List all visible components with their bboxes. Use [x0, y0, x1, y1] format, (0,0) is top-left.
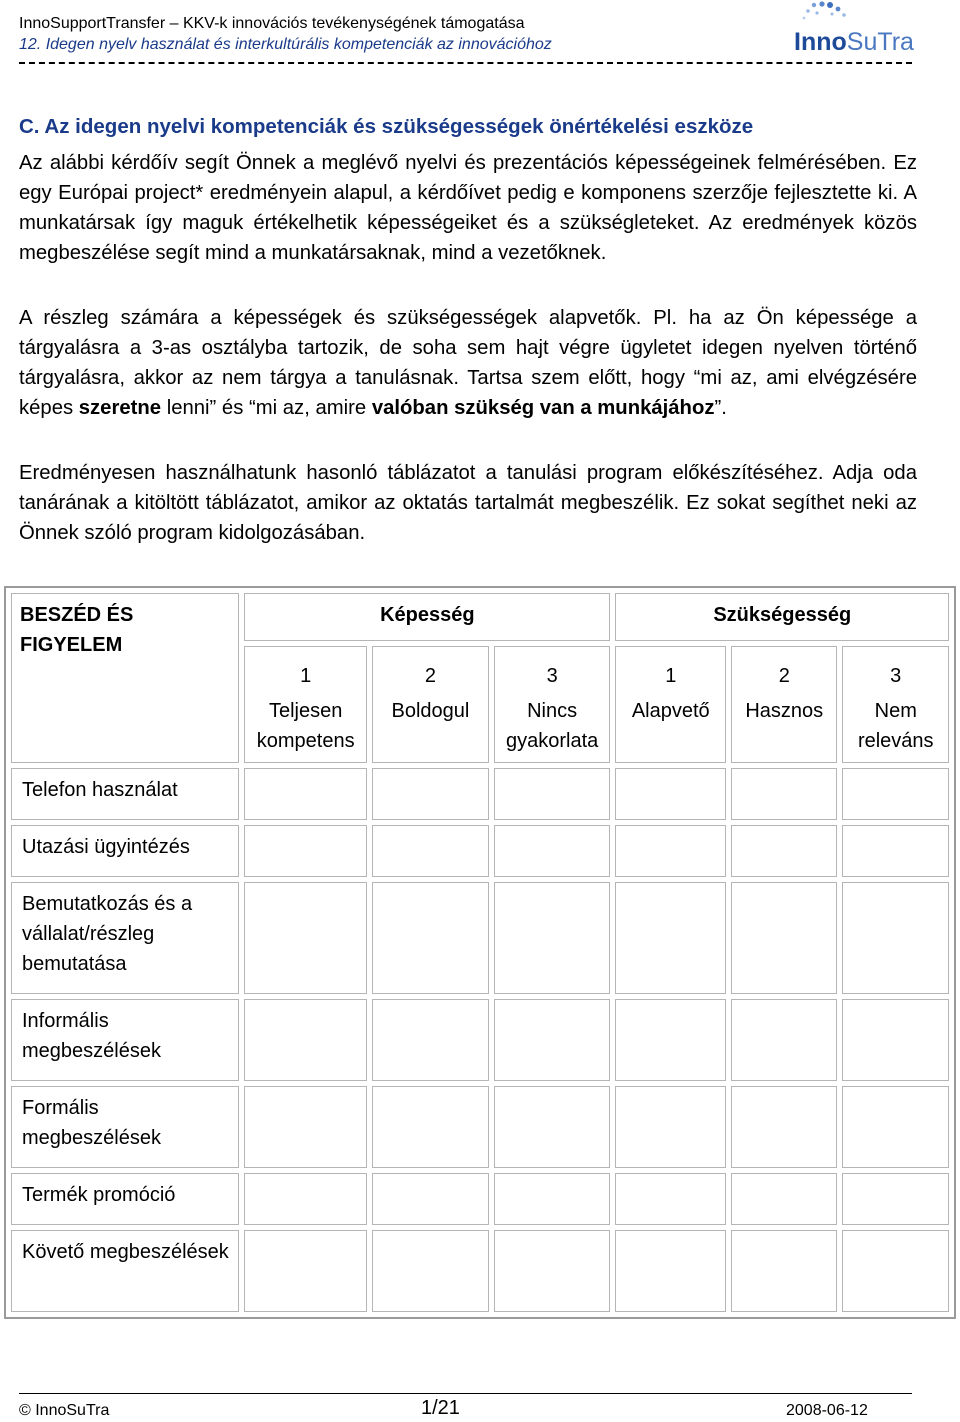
rating-cell[interactable] [615, 882, 726, 994]
rating-cell[interactable] [244, 1230, 367, 1312]
column-label: Alapvető [631, 700, 710, 722]
row-label: Termék promóció [11, 1173, 239, 1225]
rating-cell[interactable] [372, 768, 489, 820]
page-number: 1/21 [421, 1397, 460, 1419]
p2-bold-want: szeretne [78, 397, 162, 419]
column-header [842, 646, 949, 763]
column-number: 2 [424, 665, 436, 687]
intro-paragraph: Az alábbi kérdőív segít Önnek a meglévő nyelvi és prezentációs képességeinek felmérésében. Ez egy Európai project* eredményein alapul, a kérdőívet pedig e komponens szerzője fejlesztette ki. A munkatársak így maguk értékelhetik képességeiket és a szükségleteket. Az eredmények közös megbeszélése segít mind a munkatársaknak, mind a vezetőknek. [19, 152, 917, 264]
rating-cell[interactable] [842, 882, 949, 994]
rating-cell[interactable] [372, 825, 489, 877]
p2-text-d: ”. [714, 397, 727, 419]
table-corner-label [11, 593, 239, 763]
table-row [11, 882, 949, 994]
rating-cell[interactable] [244, 825, 367, 877]
rating-cell[interactable] [615, 825, 726, 877]
rating-cell[interactable] [842, 768, 949, 820]
rating-cell[interactable] [615, 1230, 726, 1312]
rating-cell[interactable] [731, 825, 837, 877]
column-number: 2 [778, 665, 790, 687]
rating-cell[interactable] [494, 999, 611, 1081]
footer-copyright: © InnoSuTra [19, 1402, 110, 1419]
footer-date: 2008-06-12 [786, 1402, 868, 1419]
rating-cell[interactable] [731, 882, 837, 994]
rating-cell[interactable] [244, 882, 367, 994]
importance-paragraph [19, 303, 917, 423]
table-row [11, 1086, 949, 1168]
column-number: 1 [300, 665, 312, 687]
rating-cell[interactable] [372, 999, 489, 1081]
rating-cell[interactable] [615, 999, 726, 1081]
column-label: Teljesen kompetens [256, 700, 355, 752]
rating-cell[interactable] [244, 1173, 367, 1225]
column-label: Nincs gyakorlata [505, 700, 599, 752]
column-header [244, 646, 367, 763]
rating-cell[interactable] [731, 768, 837, 820]
column-header [372, 646, 489, 763]
column-header [615, 646, 726, 763]
table-row [11, 1230, 949, 1312]
column-header [731, 646, 837, 763]
rating-cell[interactable] [615, 1173, 726, 1225]
column-number: 3 [546, 665, 558, 687]
header-title: InnoSupportTransfer – KKV-k innovációs tevékenységének támogatása [19, 15, 525, 32]
rating-cell[interactable] [731, 1173, 837, 1225]
rating-cell[interactable] [372, 1086, 489, 1168]
p2-text-c: lenni” és “mi az, amire [161, 397, 372, 419]
group-header-need: Szükségesség [615, 593, 949, 641]
corner-line-1: BESZÉD ÉS [20, 604, 134, 626]
rating-cell[interactable] [494, 768, 611, 820]
header-divider [19, 62, 912, 64]
column-header [494, 646, 611, 763]
table-row [11, 1173, 949, 1225]
group-header-ability: Képesség [244, 593, 610, 641]
logo-wordmark-rest: SuTra [846, 28, 914, 56]
logo-wordmark [794, 28, 914, 57]
table-row [11, 999, 949, 1081]
rating-cell[interactable] [731, 999, 837, 1081]
column-number: 1 [665, 665, 677, 687]
footer-divider [19, 1393, 912, 1394]
corner-line-2: FIGYELEM [20, 634, 123, 656]
column-label: Hasznos [745, 700, 824, 722]
row-label: Követő megbeszélések [11, 1230, 239, 1312]
logo-wordmark-bold: Inno [794, 28, 847, 56]
rating-cell[interactable] [731, 1230, 837, 1312]
rating-cell[interactable] [615, 768, 726, 820]
rating-cell[interactable] [494, 825, 611, 877]
rating-cell[interactable] [244, 1086, 367, 1168]
rating-cell[interactable] [372, 882, 489, 994]
rating-cell[interactable] [842, 1086, 949, 1168]
rating-cell[interactable] [842, 1230, 949, 1312]
rating-cell[interactable] [615, 1086, 726, 1168]
rating-cell[interactable] [494, 1173, 611, 1225]
row-label: Utazási ügyintézés [11, 825, 239, 877]
rating-cell[interactable] [842, 1173, 949, 1225]
table-row [11, 825, 949, 877]
usage-paragraph: Eredményesen használhatunk hasonló táblázatot a tanulási program előkészítéséhez. Adja oda tanárának a kitöltött táblázatot, amikor az oktatás tartalmát megbeszélik. Ez sokat segíthet neki az Önnek szóló program kidolgozásában. [19, 462, 917, 544]
rating-cell[interactable] [372, 1230, 489, 1312]
row-label: Informális megbeszélések [11, 999, 239, 1081]
rating-cell[interactable] [372, 1173, 489, 1225]
rating-cell[interactable] [244, 768, 367, 820]
rating-cell[interactable] [494, 1230, 611, 1312]
column-label: Nem releváns [857, 700, 934, 752]
rating-cell[interactable] [842, 999, 949, 1081]
table-row [11, 768, 949, 820]
row-label: Telefon használat [11, 768, 239, 820]
rating-cell[interactable] [494, 1086, 611, 1168]
row-label: Formális megbeszélések [11, 1086, 239, 1168]
rating-cell[interactable] [731, 1086, 837, 1168]
header-subtitle: 12. Idegen nyelv használat és interkultúrális kompetenciák az innovációhoz [19, 36, 552, 53]
column-label: Boldogul [391, 700, 470, 722]
column-number: 3 [890, 665, 902, 687]
rating-cell[interactable] [244, 999, 367, 1081]
p2-bold-need: valóban szükség van a munkájához [371, 397, 715, 419]
rating-cell[interactable] [842, 825, 949, 877]
row-label: Bemutatkozás és a vállalat/részleg bemutatása [11, 882, 239, 994]
self-assessment-table [4, 586, 956, 1319]
section-heading: C. Az idegen nyelvi kompetenciák és szükségességek önértékelési eszköze [19, 115, 754, 138]
rating-cell[interactable] [494, 882, 611, 994]
p2-text-a: A részleg számára a képességek és szükségességek alapvetők. Pl. ha az Ön képessége a tárgyalásra a 3-as osztályba tartozik, de soha sem hajt végre ügyletet idegen nyelven történő tárgyalásra, akkor az nem tárgya a tanulásnak. Tartsa szem előtt, hogy “mi az, ami elvégzésére képes [19, 307, 917, 419]
